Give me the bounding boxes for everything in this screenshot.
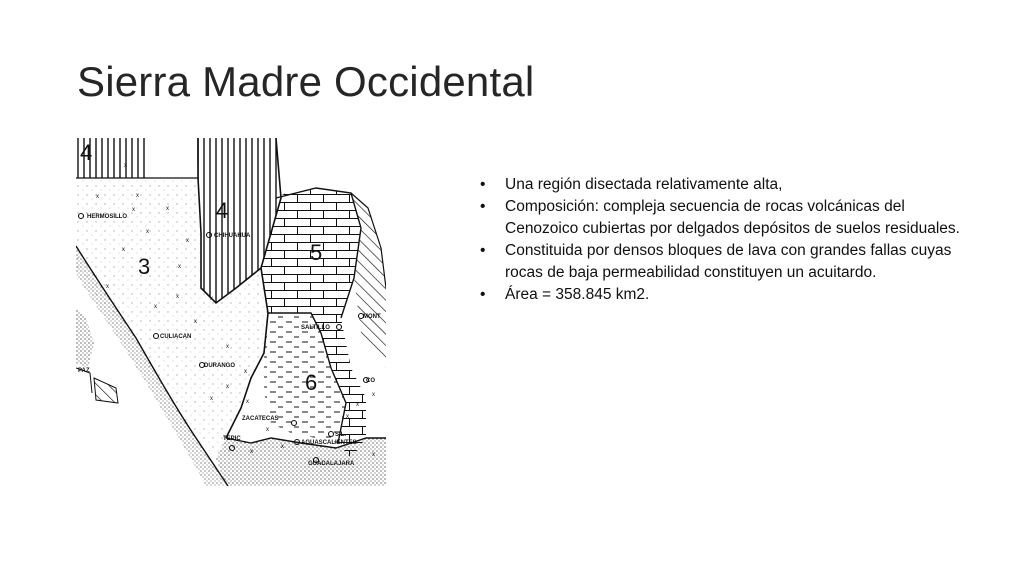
bullet-dot-icon: • bbox=[480, 286, 486, 303]
svg-text:x: x bbox=[281, 444, 284, 450]
svg-text:x: x bbox=[122, 247, 125, 253]
bullet-text: Una región disectada relativamente alta, bbox=[505, 176, 783, 193]
svg-text:x: x bbox=[96, 194, 99, 200]
city-label-co: CO bbox=[366, 378, 375, 384]
bullet-list bbox=[480, 174, 980, 306]
city-label-sl: S.L. bbox=[335, 432, 347, 438]
city-label-hermosillo: HERMOSILLO bbox=[87, 214, 127, 220]
svg-text:x: x bbox=[210, 396, 213, 402]
svg-text:x: x bbox=[124, 163, 127, 169]
city-label-aguascalientes: AGUASCALIENTES bbox=[301, 440, 357, 446]
svg-text:x: x bbox=[132, 207, 135, 213]
bullet-text: Constituida por densos bloques de lava con grandes fallas cuyas rocas de baja permeabilidad constituyen un acuitardo. bbox=[505, 242, 952, 281]
bullet-item bbox=[480, 284, 980, 306]
svg-text:x: x bbox=[166, 206, 169, 212]
svg-text:x: x bbox=[356, 402, 359, 408]
svg-text:x: x bbox=[226, 344, 229, 350]
svg-text:x: x bbox=[176, 294, 179, 300]
bullet-dot-icon: • bbox=[480, 242, 486, 259]
svg-text:x: x bbox=[244, 369, 247, 375]
svg-text:x: x bbox=[186, 238, 189, 244]
bullet-item bbox=[480, 196, 980, 240]
bullet-text: Área = 358.845 km2. bbox=[505, 286, 650, 303]
svg-text:x: x bbox=[246, 399, 249, 405]
city-label-durango: DURANGO bbox=[204, 363, 235, 369]
svg-text:x: x bbox=[346, 414, 349, 420]
region-number-3: 3 bbox=[138, 254, 151, 279]
city-label-guadalajara: GUADALAJARA bbox=[308, 461, 355, 467]
bullet-text: Composición: compleja secuencia de rocas volcánicas del Cenozoico cubiertas por delgados depósitos de suelos residuales. bbox=[505, 198, 960, 237]
geologic-province-map bbox=[76, 138, 386, 486]
city-label-culiacan: CULIACAN bbox=[160, 334, 192, 340]
svg-text:x: x bbox=[266, 427, 269, 433]
svg-text:x: x bbox=[210, 296, 213, 302]
city-label-mont: MONT bbox=[363, 314, 381, 320]
svg-text:x: x bbox=[372, 392, 375, 398]
svg-text:x: x bbox=[178, 264, 181, 270]
bullet-dot-icon: • bbox=[480, 176, 486, 193]
svg-text:x: x bbox=[194, 319, 197, 325]
region-number-4b: 4 bbox=[216, 198, 229, 223]
svg-text:x: x bbox=[226, 384, 229, 390]
bullet-item bbox=[480, 240, 980, 284]
svg-text:x: x bbox=[372, 452, 375, 458]
city-label-chihuahua: CHIHUAHUA bbox=[214, 233, 251, 239]
city-label-saltillo: SALTILLO bbox=[301, 325, 330, 331]
svg-text:x: x bbox=[106, 284, 109, 290]
region-number-5: 5 bbox=[310, 240, 323, 265]
map-drawing bbox=[76, 138, 386, 486]
city-label-tepic: TEPIC bbox=[223, 436, 241, 442]
slide-title: Sierra Madre Occidental bbox=[77, 58, 535, 105]
svg-text:x: x bbox=[154, 304, 157, 310]
region-number-6: 6 bbox=[305, 370, 318, 395]
svg-text:x: x bbox=[136, 193, 139, 199]
bullet-item bbox=[480, 174, 980, 196]
svg-text:x: x bbox=[250, 449, 253, 455]
bullet-dot-icon: • bbox=[480, 198, 486, 215]
svg-text:x: x bbox=[146, 229, 149, 235]
region-number-4a: 4 bbox=[80, 140, 93, 165]
city-label-paz: PAZ bbox=[78, 368, 90, 374]
city-label-zacatecas: ZACATECAS bbox=[242, 416, 279, 422]
